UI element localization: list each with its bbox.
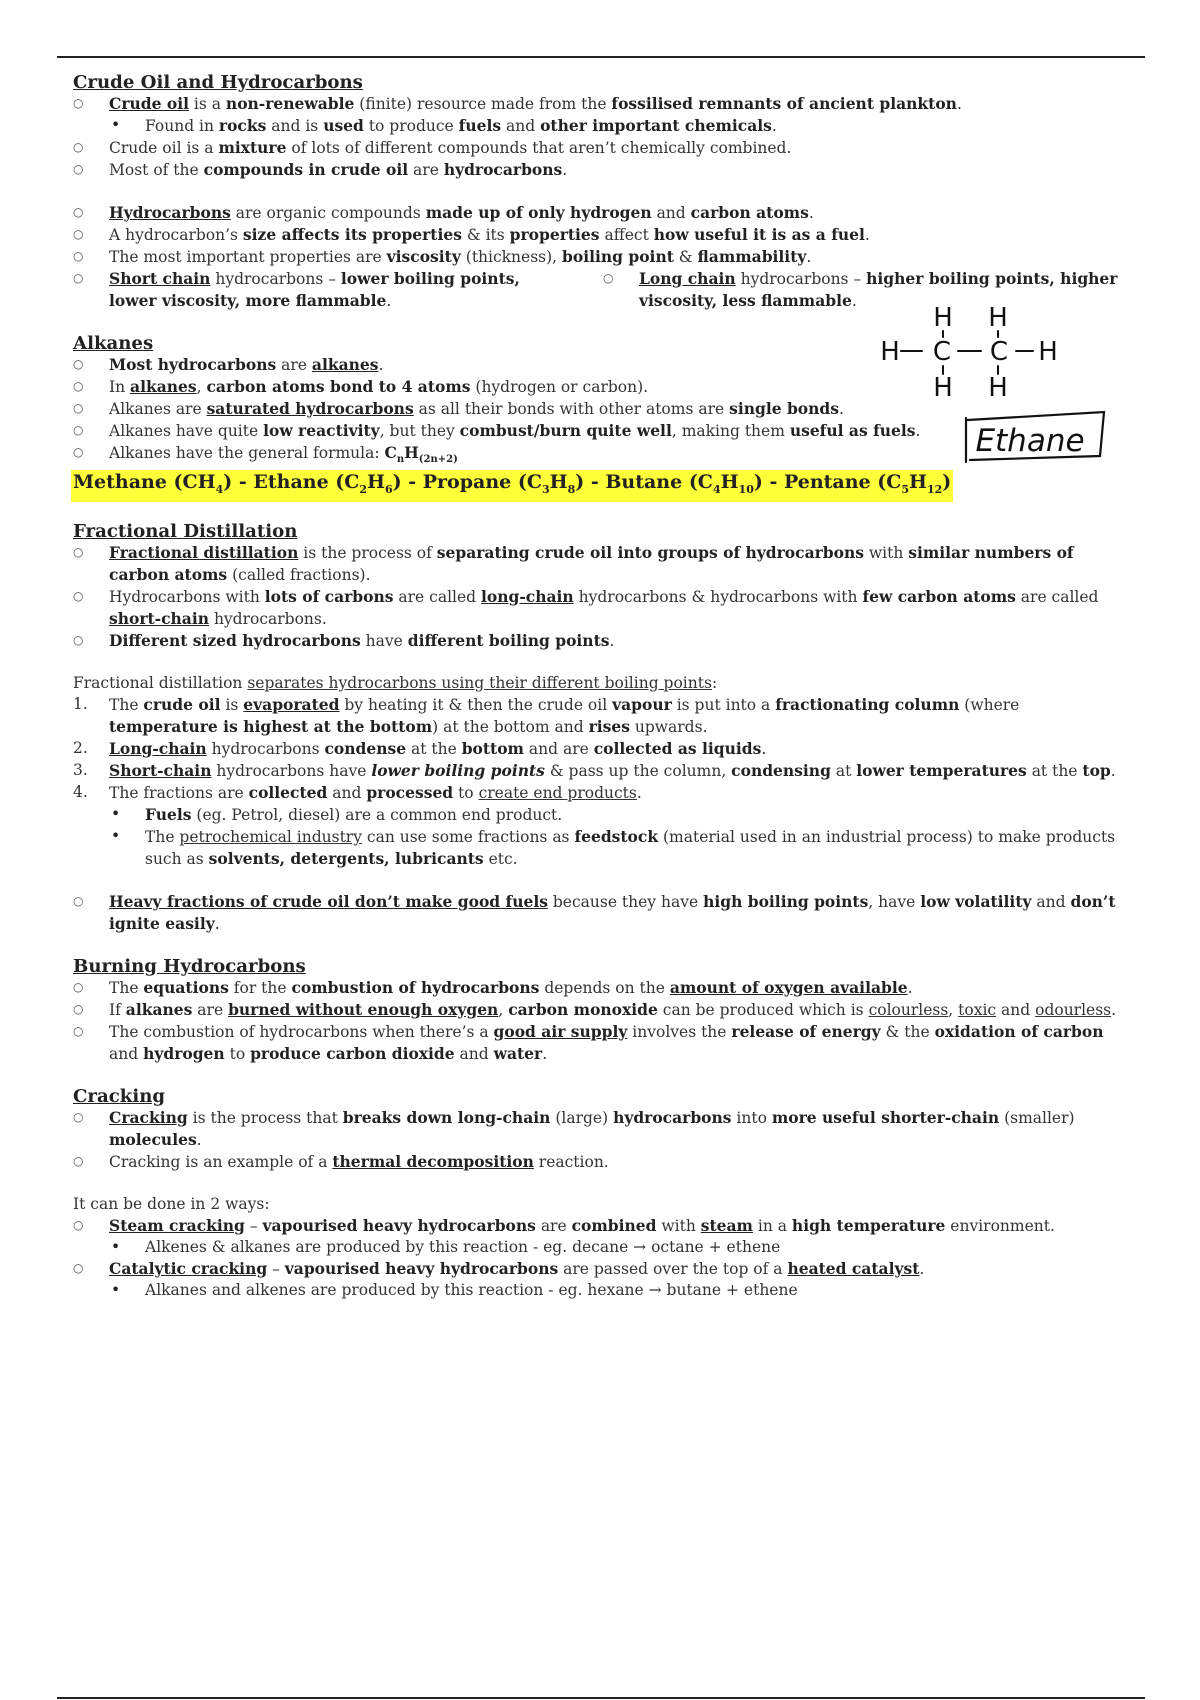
step-item: 2. Long-chain hydrocarbons condense at the bottom and are collected as liquids. bbox=[73, 738, 767, 758]
heading-alkanes: Alkanes bbox=[73, 333, 154, 354]
bullet-item: ○ Cracking is the process that breaks down long-chain (large) hydrocarbons into more useful shorter-chain (smaller) molecules. bbox=[73, 1107, 1133, 1151]
heavy-fractions-list bbox=[73, 891, 1133, 935]
sub-list bbox=[73, 1237, 1133, 1258]
general-formula: $C_nH_{(2n+2)}$ bbox=[384, 443, 458, 466]
step-item: 1. The crude oil is evaporated by heating it & then the crude oil vapour is put into a fractionating column (where temperature is highest at the bottom) at the bottom and rises upwards. bbox=[73, 694, 1020, 736]
distillation-intro: Fractional distillation separates hydrocarbons using their different boiling points: bbox=[73, 673, 718, 692]
bullet-item: ○ The combustion of hydrocarbons when there’s a good air supply involves the release of energy & the oxidation of carbon and hydrogen to produce carbon dioxide and water. bbox=[73, 1021, 1133, 1065]
bullet-item: ○ Alkanes have the general formula: $C_nH_{(2n+2)}$ bbox=[73, 442, 1133, 470]
sub-bullet-item: • Fuels (eg. Petrol, diesel) are a common end product. bbox=[109, 804, 1133, 826]
step-item: 3. Short-chain hydrocarbons have lower boiling points & pass up the column, condensing at lower temperatures at the top. bbox=[73, 760, 1116, 780]
bullet-item: ○ Most of the compounds in crude oil are hydrocarbons. bbox=[73, 159, 1133, 181]
bullet-item: ○ In alkanes, carbon atoms bond to 4 atoms (hydrogen or carbon). bbox=[73, 376, 1133, 398]
sub-bullet-item: • The petrochemical industry can use some fractions as feedstock (material used in an industrial process) to make products such as solvents, detergents, lubricants etc. bbox=[109, 826, 1133, 870]
atom-label: H bbox=[988, 373, 1008, 403]
ethane-structure-diagram bbox=[880, 300, 1120, 470]
bullet-item: ○ A hydrocarbon’s size affects its properties & its properties affect how useful it is as a fuel. bbox=[73, 224, 1133, 246]
sub-list bbox=[73, 804, 1133, 870]
atom-label: H bbox=[933, 303, 953, 333]
heading-fractional-distillation: Fractional Distillation bbox=[73, 520, 298, 542]
atom-label: C bbox=[989, 337, 1009, 367]
atom-label: H bbox=[933, 373, 953, 403]
distillation-list bbox=[73, 542, 1133, 652]
atom-label: H bbox=[988, 303, 1008, 333]
bullet-item: ○ Most hydrocarbons are alkanes. bbox=[73, 354, 1133, 376]
alkane-series-highlight: Methane $(CH_4)$ - Ethane $(C_2H_6)$ - Propane $(C_3H_8)$ - Butane $(C_4H_{10})$ - Pentane $(C_5H_{12})$ bbox=[73, 470, 1133, 502]
sub-list bbox=[73, 115, 1133, 137]
bullet-item: ○ Fractional distillation is the process of separating crude oil into groups of hydrocarbons with similar numbers of carbon atoms (called fractions). bbox=[73, 542, 1133, 586]
atom-label: H bbox=[880, 337, 900, 367]
heading-cracking: Cracking bbox=[73, 1085, 166, 1107]
bullet-item: ○ Heavy fractions of crude oil don’t make good fuels because they have high boiling points, have low volatility and don’t ignite easily. bbox=[73, 891, 1133, 935]
bullet-item: ○ The equations for the combustion of hydrocarbons depends on the amount of oxygen available. bbox=[73, 977, 1133, 999]
heading-crude-oil: Crude Oil and Hydrocarbons bbox=[73, 72, 363, 93]
heading-burning-hydrocarbons: Burning Hydrocarbons bbox=[73, 955, 306, 977]
sub-bullet-item: • Alkanes and alkenes are produced by this reaction - eg. hexane → butane + ethene bbox=[109, 1280, 1133, 1301]
atom-label: C bbox=[932, 337, 952, 367]
bullet-item: ○ Different sized hydrocarbons have different boiling points. bbox=[73, 630, 1133, 652]
bullet-item: ○ Alkanes have quite low reactivity, but they combust/burn quite well, making them useful as fuels. bbox=[73, 420, 1133, 442]
bottom-rule bbox=[57, 1697, 1145, 1699]
bullet-item: ○ Hydrocarbons are organic compounds made up of only hydrogen and carbon atoms. bbox=[73, 202, 1133, 224]
bullet-item: ○ If alkanes are burned without enough oxygen, carbon monoxide can be produced which is colourless, toxic and odourless. bbox=[73, 999, 1133, 1021]
bullet-item: ○ Alkanes are saturated hydrocarbons as all their bonds with other atoms are single bonds. bbox=[73, 398, 1133, 420]
bullet-item: ○ Crude oil is a mixture of lots of different compounds that aren’t chemically combined. bbox=[73, 137, 1133, 159]
bullet-item: ○ Crude oil is a non-renewable (finite) resource made from the fossilised remnants of ancient plankton. • Found in rocks and is used to produce fuels and other important chemicals. bbox=[73, 93, 1133, 137]
distillation-steps bbox=[73, 694, 1133, 870]
revision-notes bbox=[73, 72, 1133, 1301]
bullet-item: ○ Hydrocarbons with lots of carbons are called long-chain hydrocarbons & hydrocarbons with few carbon atoms are called short-chain hydrocarbons. bbox=[73, 586, 1133, 630]
bullet-item: ○ Cracking is an example of a thermal decomposition reaction. bbox=[73, 1151, 1133, 1173]
short-chain-item: ○ Short chain hydrocarbons – lower boiling points, lower viscosity, more flammable. bbox=[73, 268, 603, 312]
bullet-item: ○ Catalytic cracking – vapourised heavy hydrocarbons are passed over the top of a heated catalyst. • Alkanes and alkenes are produced by this reaction - eg. hexane → butane + ethene bbox=[73, 1258, 1133, 1301]
cracking-list bbox=[73, 1107, 1133, 1173]
cracking-methods bbox=[73, 1215, 1133, 1301]
bullet-item: ○ The most important properties are viscosity (thickness), boiling point & flammability. bbox=[73, 246, 1133, 268]
hydrocarbon-list bbox=[73, 202, 1133, 268]
crude-oil-list bbox=[73, 93, 1133, 181]
ethane-label: Ethane bbox=[975, 423, 1085, 459]
step-item: 4. The fractions are collected and processed to create end products. • Fuels (eg. Petrol, diesel) are a common end product. • The petrochemical industry can use some fractions as feedstock (material used in an industrial process) to make products such as solvents, detergents, lubricants etc. bbox=[73, 782, 1133, 870]
sub-bullet-item: • Found in rocks and is used to produce fuels and other important chemicals. bbox=[109, 115, 1133, 137]
sub-list bbox=[73, 1280, 1133, 1301]
top-rule bbox=[57, 56, 1145, 58]
atom-label: H bbox=[1038, 337, 1058, 367]
sub-bullet-item: • Alkenes & alkanes are produced by this reaction - eg. decane → octane + ethene bbox=[109, 1237, 1133, 1258]
long-chain-item: ○ Long chain hydrocarbons – higher boiling points, higher viscosity, less flammable. bbox=[603, 268, 1133, 312]
bullet-item: ○ Steam cracking – vapourised heavy hydrocarbons are combined with steam in a high temperature environment. • Alkenes & alkanes are produced by this reaction - eg. decane → octane + ethene bbox=[73, 1215, 1133, 1258]
cracking-intro: It can be done in 2 ways: bbox=[73, 1194, 270, 1213]
burning-list bbox=[73, 977, 1133, 1065]
